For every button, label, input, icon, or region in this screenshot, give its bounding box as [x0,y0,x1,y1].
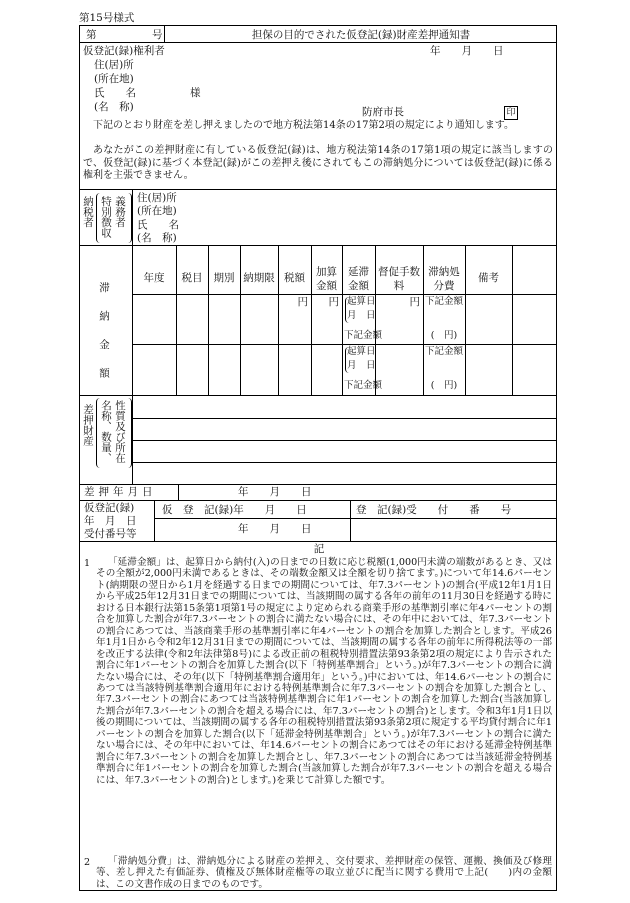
notice-text-1: 下記のとおり財産を差し押えましたので地方税法第14条の17第2項の規定により通知します。 [93,120,515,131]
arrears-column-line [132,245,133,395]
seizure-date-label: 差押年月日 [84,486,157,498]
taxpayer-address-label: 住(居)所 [137,192,177,204]
taxpayer-location-label: (所在地) [137,205,177,217]
below-amount-label: 下記金額 [425,346,464,357]
rule [80,500,556,501]
column-header: 期別 [213,272,235,284]
taxpayer-label: 納税者 [82,196,94,228]
unit-yen: 円 [297,296,308,308]
notice-form [79,25,557,891]
unit-yen: 円 [409,296,420,308]
column-header: 延滞金額 [348,266,369,292]
registration-label-1: 仮登記(録) [84,502,135,514]
column-header: 備考 [478,272,499,284]
notice-text-2: あなたがこの差押財産に有している仮登記(録)は、地方税法第14条の17第1項の規定に該当しますので、仮登記(録)に基づく本登記(録)がこの差押え後にされてもこの滞納処分については仮登記(録)に係る権利を主張できません。 [83,145,553,181]
notice-date: 年 月 日 [430,45,504,57]
seizure-date-divider [178,484,179,500]
note-2-text: 「滞納処分費」は、滞納処分による財産の差押え、交付要求、差押財産の保管、運搬、換価及び修理等、差し押えた有価証券、債権及び無体財産権等の取立並びに配当に関する費用で上記( )内の金額は、この文書作成の日までのものです。 [96,856,552,890]
column-header: 年度 [143,272,165,284]
arrears-label: 滞納金額 [98,282,110,396]
calc-start-label: 起算日 [347,296,376,307]
column-header: 督促手数料 [378,266,420,292]
rule [80,42,556,43]
taxpayer-sub-left: 特別徴収 [100,196,112,238]
arrears-column-line [465,245,466,395]
property-label: 差押財産 [82,404,94,446]
month-day-label: 月 日 [347,360,376,371]
rule [132,462,556,463]
note-2-number: 2 [84,857,91,868]
rule [132,418,556,419]
property-sub-left: 名称、数量、 [100,400,112,463]
yen-paren: ( 円) [430,330,458,341]
yen-paren: ( 円) [430,380,458,391]
arrears-column-line [278,245,279,395]
registration-label-3: 受付番号等 [84,528,137,540]
rule [80,395,556,396]
registration-divider [154,500,155,541]
arrears-column-line [208,245,209,395]
column-header: 加算金額 [316,266,337,292]
registration-label-2: 年 月 日 [84,515,137,527]
below-amount-label: 下記金額 [344,380,383,391]
arrears-column-line [240,245,241,395]
column-header: 滞納処分費 [428,266,460,292]
location-label: (所在地) [94,73,134,85]
registration-number-label: 登 記(録)受 付 番 号 [356,504,512,516]
taxpayer-sub-right: 義務者 [114,196,126,228]
column-header: 納期限 [243,272,275,284]
rule [132,440,556,441]
taxpayer-divider [132,189,133,245]
seizure-date-value: 年 月 日 [238,486,312,498]
registration-divider-2 [350,500,351,541]
rule [80,541,556,542]
rule [80,245,556,246]
number-label: 第 [86,29,97,41]
note-1-number: 1 [84,558,91,569]
rule [80,189,556,190]
calc-start-label: 起算日 [347,346,376,357]
mayor-label: 防府市長 [362,106,404,118]
honorific: 様 [190,87,201,99]
seal-mark: 印 [504,106,518,120]
holder-label: 仮登記(録)権利者 [83,45,165,57]
arrears-header-rule [132,294,556,295]
arrears-column-line [176,245,177,395]
form-number-label: 第15号様式 [79,12,135,24]
provisional-label: 仮 登 記(録)年 月 日 [162,504,307,516]
unit-yen: 円 [328,296,339,308]
address-label: 住(居)所 [94,59,134,71]
arrears-column-line [512,245,513,395]
column-header: 税額 [284,272,305,284]
column-header: 税目 [181,272,203,284]
below-amount-label: 下記金額 [344,330,383,341]
notes-heading: 記 [313,543,325,555]
name2-label: (名 称) [94,101,134,113]
taxpayer-name-label: 氏 名 [137,219,179,231]
rule [154,518,556,519]
arrears-row-rule [132,344,556,345]
provisional-date-value: 年 月 日 [238,523,312,535]
form-title: 担保の目的でされた仮登記(録)財産差押通知書 [251,29,471,41]
taxpayer-name2-label: (名 称) [137,232,177,244]
note-1-text: 「延滞金額」は、起算日から納付(入)の日までの日数に応じ税額(1,000円未満の端数があるとき、又はその全額が2,000円未満であるときは、その端数金額又は全額を切り捨てます。)について年14.6パーセント(納期限の翌日から1月を経過する日までの期間については、年7.3パーセント)の割合(平成12年1月1日から平成25年12月31日までの期間については、当該期間の属する各年の前年の11月30日を経過する時における日本銀行法第15条第1項第1号の規定により定められる商業手形の基準割引率に年4パーセントの割合を加算した割合が年7.3パーセントの割合に満たない場合には、その年中においては、年7.3パーセントの割合にあつては、当該商業手形の基準割引率に年4パーセントの割合を加算した割合とします。平成26年1月1日から令和2年12月31日までの期間については、当該期間の属する各年の前年に所得税法等の一部を改正する法律(令和2年法律第8号)による改正前の租税特別措置法第93条第2項の規定により告示された割合に年1パーセントの割合を加算した割合(以下「特例基準割合」という。)が年7.3パーセントの割合に満たない場合には、その年(以下「特例基準割合適用年」という。)中においては、年14.6パーセントの割合にあつては当該特例基準割合適用年における特例基準割合に年7.3パーセントの割合を加算した割合とし、年7.3パーセントの割合にあつては当該特例基準割合に年1パーセントの割合を加算した割合(当該加算した割合が年7.3パーセントの割合を超える場合には、年7.3パーセントの割合)とします。令和3年1月1日以後の期間については、当該期間の属する各年の租税特別措置法第93条第2項に規定する平均貸付割合に年1パーセントの割合を加算した割合(以下「延滞金特例基準割合」という。)が年7.3パーセントの割合に満たない場合には、その年中においては、年14.6パーセントの割合にあつてはその年における延滞金特例基準割合に年7.3パーセントの割合を加算した割合とし、年7.3パーセントの割合にあつては当該延滞金特例基準割合に年1パーセントの割合を加算した割合(当該加算した割合が年7.3パーセントの割合を超える場合には、年7.3パーセントの割合)とします。)を乗じて計算した額です。 [96,557,552,786]
number-suffix: 号 [152,29,163,41]
rule [80,484,556,485]
property-sub-right: 性質及び所在 [114,400,126,463]
name-label: 氏 名 [94,87,136,99]
below-amount-label: 下記金額 [425,296,464,307]
month-day-label: 月 日 [347,310,376,321]
